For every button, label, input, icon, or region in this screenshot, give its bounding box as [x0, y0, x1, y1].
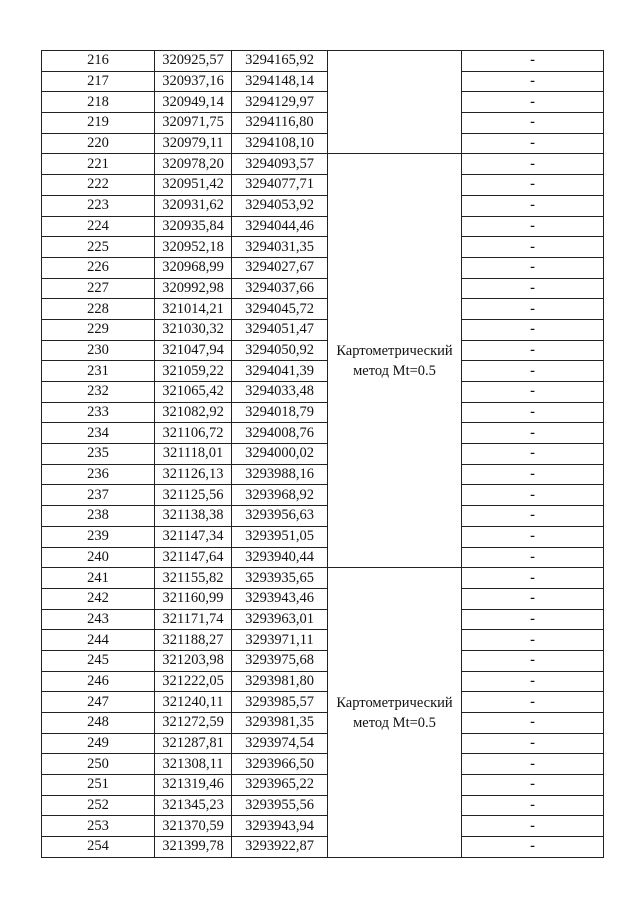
- dash-cell: -: [462, 402, 604, 423]
- y-coordinate-cell: 3293981,80: [232, 671, 328, 692]
- dash-cell: -: [462, 568, 604, 589]
- x-coordinate-cell: 321308,11: [155, 754, 232, 775]
- x-coordinate-cell: 320925,57: [155, 51, 232, 72]
- x-coordinate-cell: 321147,34: [155, 526, 232, 547]
- table-row: [42, 630, 604, 651]
- point-number-cell: 233: [42, 402, 155, 423]
- table-row: [42, 444, 604, 465]
- dash-cell: -: [462, 485, 604, 506]
- point-number-cell: 245: [42, 650, 155, 671]
- table-row: [42, 175, 604, 196]
- dash-cell: -: [462, 257, 604, 278]
- method-cell: [328, 51, 462, 154]
- x-coordinate-cell: 321319,46: [155, 775, 232, 796]
- dash-cell: -: [462, 361, 604, 382]
- table-row: [42, 837, 604, 858]
- y-coordinate-cell: 3294050,92: [232, 340, 328, 361]
- x-coordinate-cell: 321240,11: [155, 692, 232, 713]
- point-number-cell: 253: [42, 816, 155, 837]
- x-coordinate-cell: 321345,23: [155, 795, 232, 816]
- dash-cell: -: [462, 154, 604, 175]
- x-coordinate-cell: 321030,32: [155, 319, 232, 340]
- y-coordinate-cell: 3294045,72: [232, 299, 328, 320]
- point-number-cell: 222: [42, 175, 155, 196]
- y-coordinate-cell: 3293971,11: [232, 630, 328, 651]
- x-coordinate-cell: 320935,84: [155, 216, 232, 237]
- point-number-cell: 249: [42, 733, 155, 754]
- y-coordinate-cell: 3294008,76: [232, 423, 328, 444]
- table-row: [42, 113, 604, 134]
- point-number-cell: 252: [42, 795, 155, 816]
- point-number-cell: 223: [42, 195, 155, 216]
- y-coordinate-cell: 3293935,65: [232, 568, 328, 589]
- table-row: [42, 423, 604, 444]
- table-row: [42, 382, 604, 403]
- dash-cell: -: [462, 464, 604, 485]
- point-number-cell: 241: [42, 568, 155, 589]
- point-number-cell: 220: [42, 133, 155, 154]
- x-coordinate-cell: 321118,01: [155, 444, 232, 465]
- y-coordinate-cell: 3294018,79: [232, 402, 328, 423]
- y-coordinate-cell: 3293968,92: [232, 485, 328, 506]
- x-coordinate-cell: 320992,98: [155, 278, 232, 299]
- point-number-cell: 239: [42, 526, 155, 547]
- method-cell: Картометрический метод Mt=0.5: [328, 154, 462, 568]
- dash-cell: -: [462, 795, 604, 816]
- dash-cell: -: [462, 671, 604, 692]
- table-row: [42, 506, 604, 527]
- point-number-cell: 254: [42, 837, 155, 858]
- table-row: [42, 816, 604, 837]
- point-number-cell: 226: [42, 257, 155, 278]
- x-coordinate-cell: 321059,22: [155, 361, 232, 382]
- table-row: [42, 299, 604, 320]
- x-coordinate-cell: 321014,21: [155, 299, 232, 320]
- point-number-cell: 251: [42, 775, 155, 796]
- dash-cell: -: [462, 816, 604, 837]
- point-number-cell: 246: [42, 671, 155, 692]
- table-row: [42, 464, 604, 485]
- dash-cell: -: [462, 340, 604, 361]
- dash-cell: -: [462, 382, 604, 403]
- x-coordinate-cell: 320979,11: [155, 133, 232, 154]
- dash-cell: -: [462, 237, 604, 258]
- table-row: [42, 195, 604, 216]
- y-coordinate-cell: 3293966,50: [232, 754, 328, 775]
- dash-cell: -: [462, 506, 604, 527]
- y-coordinate-cell: 3293956,63: [232, 506, 328, 527]
- x-coordinate-cell: 321106,72: [155, 423, 232, 444]
- y-coordinate-cell: 3293985,57: [232, 692, 328, 713]
- y-coordinate-cell: 3294116,80: [232, 113, 328, 134]
- x-coordinate-cell: 321065,42: [155, 382, 232, 403]
- y-coordinate-cell: 3294108,10: [232, 133, 328, 154]
- y-coordinate-cell: 3293988,16: [232, 464, 328, 485]
- x-coordinate-cell: 321222,05: [155, 671, 232, 692]
- dash-cell: -: [462, 733, 604, 754]
- x-coordinate-cell: 321047,94: [155, 340, 232, 361]
- y-coordinate-cell: 3294051,47: [232, 319, 328, 340]
- point-number-cell: 250: [42, 754, 155, 775]
- y-coordinate-cell: 3293955,56: [232, 795, 328, 816]
- y-coordinate-cell: 3293943,94: [232, 816, 328, 837]
- y-coordinate-cell: 3294129,97: [232, 92, 328, 113]
- dash-cell: -: [462, 609, 604, 630]
- table-row: [42, 51, 604, 72]
- x-coordinate-cell: 320968,99: [155, 257, 232, 278]
- dash-cell: -: [462, 319, 604, 340]
- x-coordinate-cell: 320931,62: [155, 195, 232, 216]
- y-coordinate-cell: 3293974,54: [232, 733, 328, 754]
- dash-cell: -: [462, 588, 604, 609]
- dash-cell: -: [462, 775, 604, 796]
- table-row: [42, 795, 604, 816]
- x-coordinate-cell: 321399,78: [155, 837, 232, 858]
- point-number-cell: 228: [42, 299, 155, 320]
- y-coordinate-cell: 3293963,01: [232, 609, 328, 630]
- x-coordinate-cell: 320971,75: [155, 113, 232, 134]
- y-coordinate-cell: 3294165,92: [232, 51, 328, 72]
- table-row: [42, 650, 604, 671]
- table-row: [42, 402, 604, 423]
- dash-cell: -: [462, 630, 604, 651]
- table-row: [42, 485, 604, 506]
- dash-cell: -: [462, 51, 604, 72]
- x-coordinate-cell: 320949,14: [155, 92, 232, 113]
- x-coordinate-cell: 321138,38: [155, 506, 232, 527]
- y-coordinate-cell: 3294053,92: [232, 195, 328, 216]
- dash-cell: -: [462, 216, 604, 237]
- table-row: [42, 692, 604, 713]
- point-number-cell: 221: [42, 154, 155, 175]
- dash-cell: -: [462, 713, 604, 734]
- x-coordinate-cell: 321082,92: [155, 402, 232, 423]
- dash-cell: -: [462, 278, 604, 299]
- x-coordinate-cell: 321126,13: [155, 464, 232, 485]
- table-row: [42, 154, 604, 175]
- table-row: [42, 278, 604, 299]
- point-number-cell: 236: [42, 464, 155, 485]
- table-row: [42, 713, 604, 734]
- table-row: [42, 775, 604, 796]
- point-number-cell: 247: [42, 692, 155, 713]
- table-row: [42, 340, 604, 361]
- y-coordinate-cell: 3294033,48: [232, 382, 328, 403]
- table-row: [42, 547, 604, 568]
- table-row: [42, 71, 604, 92]
- point-number-cell: 244: [42, 630, 155, 651]
- coordinates-table: [41, 50, 604, 858]
- y-coordinate-cell: 3293951,05: [232, 526, 328, 547]
- dash-cell: -: [462, 175, 604, 196]
- x-coordinate-cell: 321160,99: [155, 588, 232, 609]
- y-coordinate-cell: 3294148,14: [232, 71, 328, 92]
- table-row: [42, 361, 604, 382]
- point-number-cell: 240: [42, 547, 155, 568]
- point-number-cell: 237: [42, 485, 155, 506]
- dash-cell: -: [462, 92, 604, 113]
- method-cell: Картометрический метод Mt=0.5: [328, 568, 462, 858]
- x-coordinate-cell: 321188,27: [155, 630, 232, 651]
- point-number-cell: 235: [42, 444, 155, 465]
- table-body: [42, 51, 604, 858]
- x-coordinate-cell: 321125,56: [155, 485, 232, 506]
- x-coordinate-cell: 321370,59: [155, 816, 232, 837]
- y-coordinate-cell: 3293943,46: [232, 588, 328, 609]
- point-number-cell: 232: [42, 382, 155, 403]
- point-number-cell: 227: [42, 278, 155, 299]
- point-number-cell: 243: [42, 609, 155, 630]
- table-row: [42, 257, 604, 278]
- point-number-cell: 234: [42, 423, 155, 444]
- y-coordinate-cell: 3293965,22: [232, 775, 328, 796]
- point-number-cell: 242: [42, 588, 155, 609]
- dash-cell: -: [462, 113, 604, 134]
- y-coordinate-cell: 3294041,39: [232, 361, 328, 382]
- x-coordinate-cell: 321287,81: [155, 733, 232, 754]
- dash-cell: -: [462, 423, 604, 444]
- x-coordinate-cell: 320951,42: [155, 175, 232, 196]
- table-row: [42, 237, 604, 258]
- dash-cell: -: [462, 692, 604, 713]
- y-coordinate-cell: 3293981,35: [232, 713, 328, 734]
- y-coordinate-cell: 3293940,44: [232, 547, 328, 568]
- x-coordinate-cell: 320952,18: [155, 237, 232, 258]
- y-coordinate-cell: 3294027,67: [232, 257, 328, 278]
- table-row: [42, 568, 604, 589]
- x-coordinate-cell: 321147,64: [155, 547, 232, 568]
- table-row: [42, 671, 604, 692]
- dash-cell: -: [462, 299, 604, 320]
- x-coordinate-cell: 320978,20: [155, 154, 232, 175]
- point-number-cell: 216: [42, 51, 155, 72]
- dash-cell: -: [462, 650, 604, 671]
- x-coordinate-cell: 321203,98: [155, 650, 232, 671]
- y-coordinate-cell: 3294077,71: [232, 175, 328, 196]
- dash-cell: -: [462, 71, 604, 92]
- point-number-cell: 225: [42, 237, 155, 258]
- dash-cell: -: [462, 195, 604, 216]
- dash-cell: -: [462, 754, 604, 775]
- table-row: [42, 733, 604, 754]
- y-coordinate-cell: 3293975,68: [232, 650, 328, 671]
- y-coordinate-cell: 3294000,02: [232, 444, 328, 465]
- y-coordinate-cell: 3294044,46: [232, 216, 328, 237]
- point-number-cell: 224: [42, 216, 155, 237]
- table-row: [42, 588, 604, 609]
- point-number-cell: 248: [42, 713, 155, 734]
- table-row: [42, 92, 604, 113]
- table-row: [42, 609, 604, 630]
- point-number-cell: 229: [42, 319, 155, 340]
- x-coordinate-cell: 320937,16: [155, 71, 232, 92]
- dash-cell: -: [462, 547, 604, 568]
- dash-cell: -: [462, 837, 604, 858]
- x-coordinate-cell: 321155,82: [155, 568, 232, 589]
- point-number-cell: 230: [42, 340, 155, 361]
- y-coordinate-cell: 3294037,66: [232, 278, 328, 299]
- y-coordinate-cell: 3294093,57: [232, 154, 328, 175]
- x-coordinate-cell: 321171,74: [155, 609, 232, 630]
- point-number-cell: 218: [42, 92, 155, 113]
- dash-cell: -: [462, 133, 604, 154]
- table-row: [42, 319, 604, 340]
- point-number-cell: 231: [42, 361, 155, 382]
- point-number-cell: 217: [42, 71, 155, 92]
- table-row: [42, 754, 604, 775]
- point-number-cell: 238: [42, 506, 155, 527]
- y-coordinate-cell: 3294031,35: [232, 237, 328, 258]
- table-row: [42, 216, 604, 237]
- dash-cell: -: [462, 526, 604, 547]
- x-coordinate-cell: 321272,59: [155, 713, 232, 734]
- table-row: [42, 133, 604, 154]
- dash-cell: -: [462, 444, 604, 465]
- point-number-cell: 219: [42, 113, 155, 134]
- table-row: [42, 526, 604, 547]
- y-coordinate-cell: 3293922,87: [232, 837, 328, 858]
